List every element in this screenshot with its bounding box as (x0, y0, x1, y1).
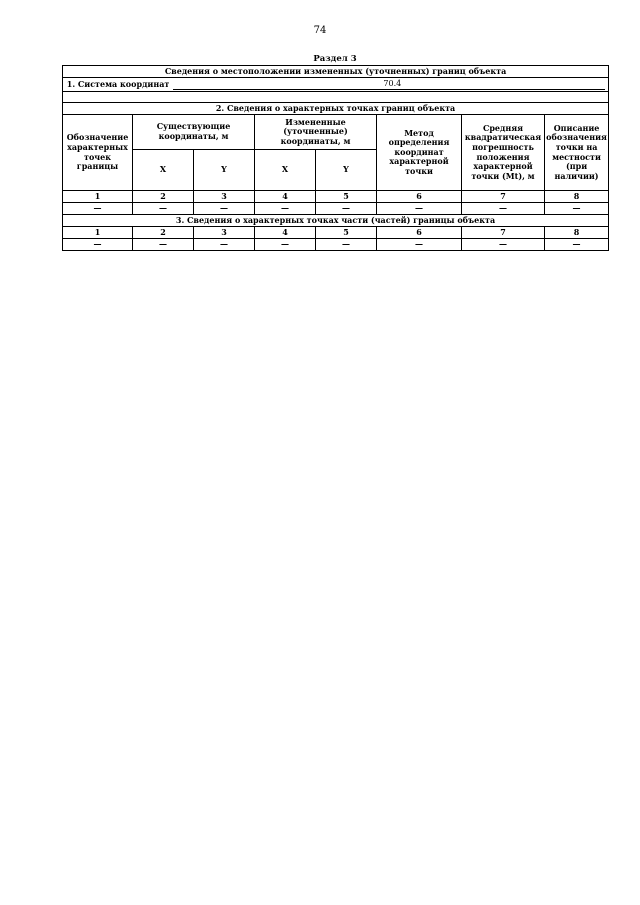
coord-system-label: 1. Система координат (66, 79, 170, 90)
column-number: 2 (133, 191, 194, 203)
header-method: Метод определения координат характерной точки (377, 115, 462, 191)
table-cell: — (133, 239, 194, 251)
header-existing: Существующие координаты, м (133, 115, 255, 150)
column-number: 2 (133, 227, 194, 239)
table-cell: — (545, 239, 609, 251)
column-number: 6 (377, 191, 462, 203)
table-cell: — (377, 239, 462, 251)
column-number: 3 (194, 191, 255, 203)
table-cell: — (194, 203, 255, 215)
header-existing-y: Y (194, 150, 255, 191)
table-cell: — (63, 203, 133, 215)
column-number: 7 (462, 227, 545, 239)
table-row (63, 239, 609, 251)
column-number: 8 (545, 227, 609, 239)
column-number: 5 (316, 227, 377, 239)
table-heading: Сведения о местоположении измененных (уточненных) границ объекта (63, 66, 609, 78)
coord-system-row (63, 78, 609, 92)
table-row (63, 203, 609, 215)
column-number: 1 (63, 191, 133, 203)
table-cell: — (462, 239, 545, 251)
table-cell: — (63, 239, 133, 251)
column-number: 1 (63, 227, 133, 239)
coord-system-value: 70.4 (173, 79, 605, 90)
section-title: Раздел 3 (313, 54, 357, 64)
table-cell: — (462, 203, 545, 215)
header-error: Средняя квадратическая погрешность положения характерной точки (Mt), м (462, 115, 545, 191)
column-number: 8 (545, 191, 609, 203)
table-cell: — (255, 203, 316, 215)
column-numbers-part3 (63, 227, 609, 239)
column-number: 4 (255, 191, 316, 203)
header-designation: Обозначение характерных точек границы (63, 115, 133, 191)
part3-title: 3. Сведения о характерных точках части (частей) границы объекта (63, 215, 609, 227)
column-number: 5 (316, 191, 377, 203)
column-number: 7 (462, 191, 545, 203)
table-cell: — (316, 203, 377, 215)
table-cell: — (133, 203, 194, 215)
blank-row (63, 92, 609, 103)
column-number: 4 (255, 227, 316, 239)
header-changed-x: X (255, 150, 316, 191)
table-cell: — (545, 203, 609, 215)
header-description: Описание обозначения точки на местности (при наличии) (545, 115, 609, 191)
page-number: 74 (313, 25, 327, 36)
table-cell: — (255, 239, 316, 251)
header-changed-y: Y (316, 150, 377, 191)
part2-title: 2. Сведения о характерных точках границ объекта (63, 103, 609, 115)
column-numbers-part2 (63, 191, 609, 203)
column-number: 6 (377, 227, 462, 239)
header-changed: Измененные (уточненные) координаты, м (255, 115, 377, 150)
header-existing-x: X (133, 150, 194, 191)
column-number: 3 (194, 227, 255, 239)
table-cell: — (377, 203, 462, 215)
boundary-table (62, 65, 609, 251)
table-cell: — (316, 239, 377, 251)
table-cell: — (194, 239, 255, 251)
